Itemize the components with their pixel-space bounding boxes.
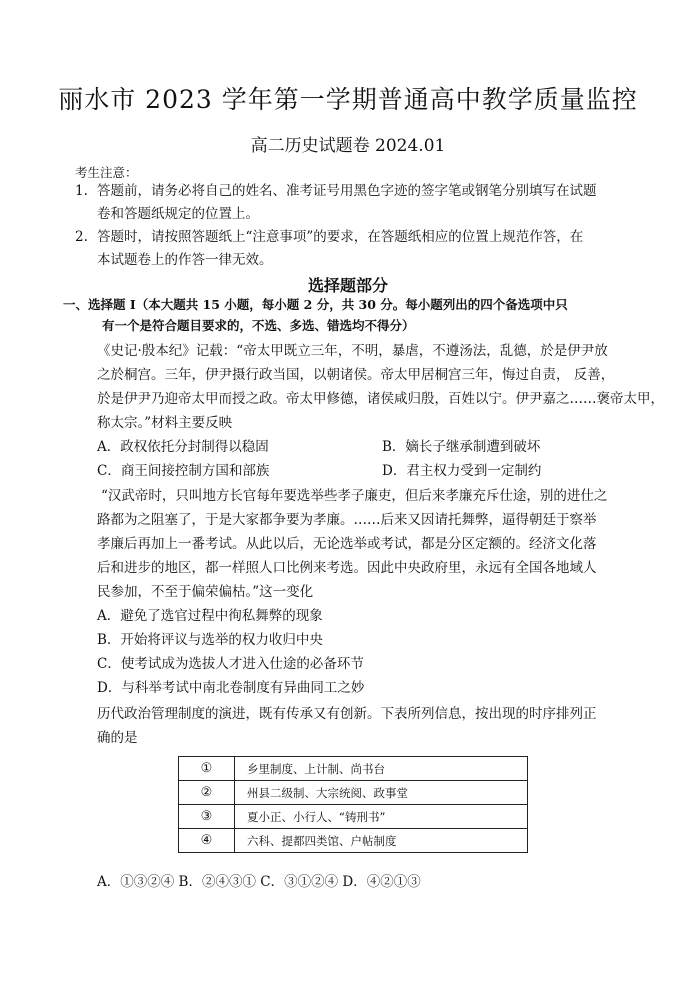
q1-option-c: C．商王间接控制方国和部族	[97, 463, 270, 479]
notice-item-1-num: 1.	[75, 183, 88, 199]
q1-option-d: D．君主权力受到一定制约	[382, 463, 542, 479]
q2-line: “汉武帝时，只叫地方长官每年要选举些孝子廉吏，但后来孝廉充斥仕途，别的进仕之	[101, 488, 608, 504]
notice-item-1-line1: 答题前，请务必将自己的姓名、准考证号用黑色字迹的签字笔或钢笔分别填写在试题	[97, 183, 597, 199]
table-row	[179, 829, 528, 853]
q2-option-c: C．使考试成为选拔人才进入仕途的必备环节	[97, 656, 364, 672]
section-instructions-line2: 有一个是符合题目要求的，不选、多选、错选均不得分）	[102, 318, 415, 333]
notice-heading: 考生注意：	[75, 165, 138, 180]
q2-option-b: B．开始将评议与选举的权力收归中央	[97, 632, 323, 648]
q1-option-a: A．政权依托分封制得以稳固	[97, 439, 269, 455]
table-cell-text: 夏小正、小行人、“铸刑书”	[235, 805, 528, 829]
table-cell-num: ①	[179, 757, 235, 781]
notice-item-2-line2: 本试题卷上的作答一律无效。	[97, 252, 273, 268]
q2-line: 后和进步的地区，都一样照人口比例来考选。因此中央政府里，永远有全国各地域人	[97, 560, 597, 576]
q2-option-a: A．避免了选官过程中徇私舞弊的现象	[97, 608, 323, 624]
table-row	[179, 781, 528, 805]
table-cell-text: 州县二级制、大宗统阅、政事堂	[235, 781, 528, 805]
q3-stem-line2: 确的是	[97, 730, 138, 746]
section-instructions-line1: 一、选择题 I（本大题共 15 小题，每小题 2 分，共 30 分。每小题列出的四个备选项中只	[63, 297, 568, 312]
table-row	[179, 805, 528, 829]
table-cell-num: ④	[179, 829, 235, 853]
table-cell-text: 乡里制度、上计制、尚书台	[235, 757, 528, 781]
q1-line: 《史记·殷本纪》记载：“帝太甲既立三年，不明，暴虐，不遵汤法，乱德，於是伊尹放	[97, 343, 608, 359]
q2-option-d: D．与科举考试中南北卷制度有异曲同工之妙	[97, 680, 365, 696]
q3-stem-line1: 历代政治管理制度的演进，既有传承又有创新。下表所列信息，按出现的时序排列正	[97, 706, 597, 722]
q2-line: 路都为之阻塞了，于是大家都争要为孝廉。……后来又因请托舞弊，逼得朝廷于察举	[97, 512, 597, 528]
table-row	[179, 757, 528, 781]
section-title: 选择题部分	[307, 276, 388, 295]
q1-option-b: B．嫡长子继承制遭到破坏	[382, 439, 541, 455]
notice-item-1-line2: 卷和答题纸规定的位置上。	[97, 206, 259, 222]
q2-line: 民参加，不至于偏荣偏枯。”这一变化	[97, 584, 314, 600]
q1-line: 称太宗。”材料主要反映	[97, 415, 233, 431]
exam-title: 丽水市 2023 学年第一学期普通高中教学质量监控	[58, 85, 638, 114]
table-cell-text: 六科、提都四类馆、户帖制度	[235, 829, 528, 853]
table-cell-num: ②	[179, 781, 235, 805]
q1-line: 於是伊尹乃迎帝太甲而授之政。帝太甲修德，诸侯咸归殷，百姓以宁。伊尹嘉之……褒帝太甲，	[97, 391, 664, 407]
notice-item-2-num: 2.	[75, 229, 88, 245]
table-cell-num: ③	[179, 805, 235, 829]
q3-info-table	[178, 756, 528, 853]
exam-subtitle: 高二历史试题卷 2024.01	[250, 136, 446, 156]
q3-answer-options: A．①③②④ B．②④③① C．③①②④ D．④②①③	[97, 874, 421, 890]
q1-line: 之於桐宫。三年，伊尹摄行政当国，以朝诸侯。帝太甲居桐宫三年，悔过自责， 反善，	[97, 367, 615, 383]
q2-line: 孝廉后再加上一番考试。从此以后，无论选举或考试，都是分区定额的。经济文化落	[97, 536, 597, 552]
notice-item-2-line1: 答题时，请按照答题纸上“注意事项”的要求，在答题纸相应的位置上规范作答，在	[97, 229, 584, 245]
